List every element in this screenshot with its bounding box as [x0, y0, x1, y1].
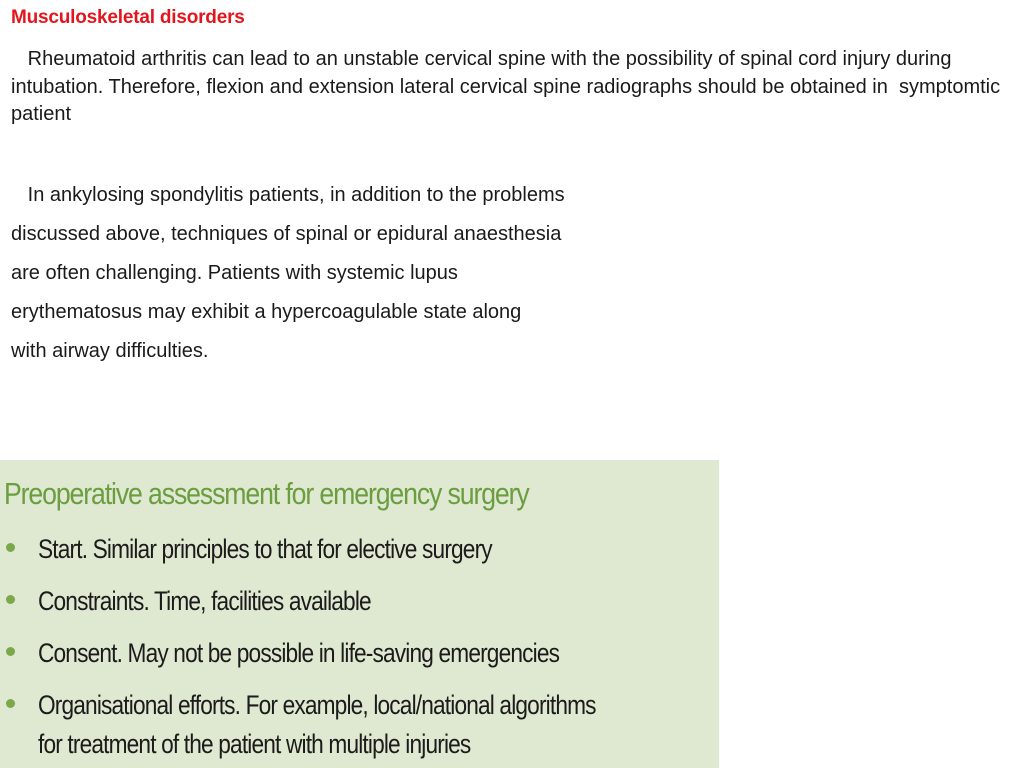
list-item-text: Constraints. Time, facilities available [38, 586, 371, 616]
list-item-text: Organisational efforts. For example, local/national algorithms [38, 690, 596, 720]
box-heading: Preoperative assessment for emergency surgery [4, 476, 529, 511]
bullet-icon [6, 595, 15, 604]
list-item [0, 582, 702, 621]
paragraph-line: are often challenging. Patients with systemic lupus [11, 262, 458, 284]
list-item [0, 530, 702, 569]
list-item-text-continued: for treatment of the patient with multiple injuries [38, 729, 471, 759]
bullet-icon [6, 543, 15, 552]
paragraph-line: In ankylosing spondylitis patients, in addition to the problems [11, 184, 565, 206]
ankylosing-spondylitis-paragraph [11, 176, 691, 371]
paragraph-line: with airway difficulties. [11, 340, 209, 362]
rheumatoid-arthritis-paragraph: Rheumatoid arthritis can lead to an unstable cervical spine with the possibility of spinal cord injury during intubation. Therefore, flexion and extension lateral cervical spine radiographs should be obtained in symptomtic patient [11, 48, 1006, 125]
list-item-text: Start. Similar principles to that for elective surgery [38, 534, 492, 564]
list-item-text: Consent. May not be possible in life-saving emergencies [38, 638, 560, 668]
list-item [0, 634, 702, 673]
paragraph-line: discussed above, techniques of spinal or epidural anaesthesia [11, 223, 562, 245]
emergency-assessment-box [0, 460, 719, 768]
bullet-icon [6, 699, 15, 708]
slide-title: Musculoskeletal disorders [11, 7, 245, 28]
paragraph-line: erythematosus may exhibit a hypercoagulable state along [11, 301, 522, 323]
bullet-icon [6, 647, 15, 656]
list-item [0, 686, 702, 764]
box-bullet-list [0, 530, 702, 768]
